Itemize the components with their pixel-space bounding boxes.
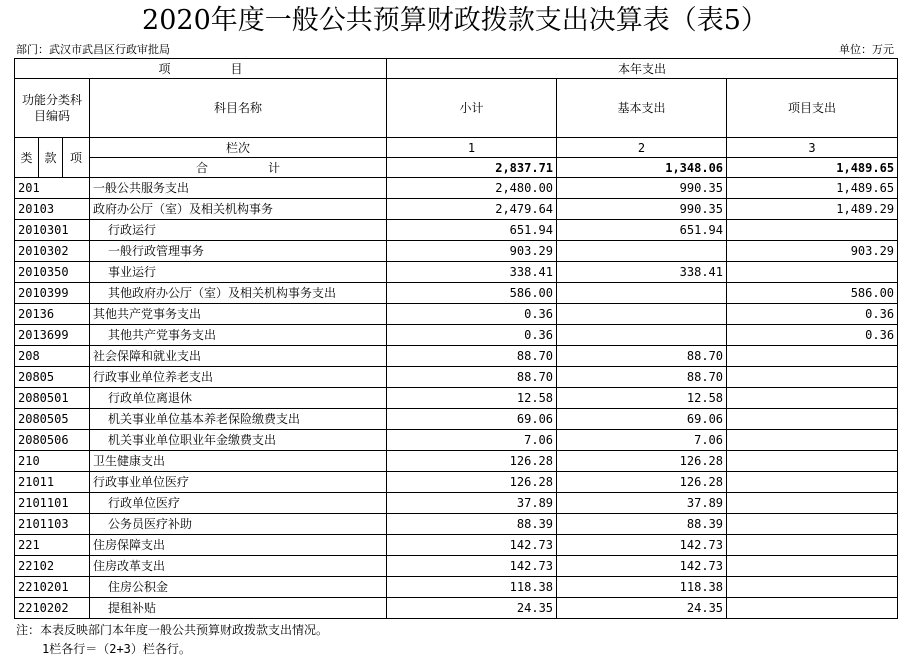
row-code: 2010301 — [15, 220, 90, 241]
row-name: 住房保障支出 — [90, 535, 387, 556]
header-row-3 — [15, 138, 898, 158]
table-row — [15, 178, 898, 199]
row-subtotal: 586.00 — [387, 283, 557, 304]
row-basic: 990.35 — [557, 199, 727, 220]
row-name: 其他共产党事务支出 — [90, 325, 387, 346]
kuan-header: 款 — [39, 138, 63, 178]
row-basic: 651.94 — [557, 220, 727, 241]
row-name: 行政事业单位养老支出 — [90, 367, 387, 388]
total-label: 合 计 — [90, 158, 387, 178]
row-project — [727, 367, 898, 388]
table-row — [15, 367, 898, 388]
lanci-header: 栏次 — [90, 138, 387, 158]
row-project — [727, 409, 898, 430]
row-project: 0.36 — [727, 325, 898, 346]
row-subtotal: 2,480.00 — [387, 178, 557, 199]
row-subtotal: 0.36 — [387, 325, 557, 346]
row-basic: 24.35 — [557, 598, 727, 619]
row-project — [727, 493, 898, 514]
row-basic: 88.70 — [557, 346, 727, 367]
basic-header: 基本支出 — [557, 79, 727, 138]
row-basic: 118.38 — [557, 577, 727, 598]
row-subtotal: 2,479.64 — [387, 199, 557, 220]
xiang-header: 项 — [63, 138, 90, 178]
table-row — [15, 535, 898, 556]
row-code: 221 — [15, 535, 90, 556]
row-code: 2010399 — [15, 283, 90, 304]
row-name: 一般公共服务支出 — [90, 178, 387, 199]
row-subtotal: 7.06 — [387, 430, 557, 451]
table-row — [15, 451, 898, 472]
row-name: 机关事业单位基本养老保险缴费支出 — [90, 409, 387, 430]
row-name: 提租补贴 — [90, 598, 387, 619]
header-row-1 — [15, 59, 898, 79]
row-project — [727, 556, 898, 577]
row-project: 586.00 — [727, 283, 898, 304]
lei-header: 类 — [15, 138, 39, 178]
row-basic: 142.73 — [557, 535, 727, 556]
col1-header: 1 — [387, 138, 557, 158]
row-code: 2080506 — [15, 430, 90, 451]
row-name: 其他共产党事务支出 — [90, 304, 387, 325]
table-row — [15, 598, 898, 619]
table-row — [15, 472, 898, 493]
row-code: 2010302 — [15, 241, 90, 262]
row-subtotal: 126.28 — [387, 472, 557, 493]
row-project — [727, 514, 898, 535]
func-code-header: 功能分类科目编码 — [15, 79, 90, 138]
row-basic — [557, 283, 727, 304]
row-code: 20136 — [15, 304, 90, 325]
table-row — [15, 262, 898, 283]
row-subtotal: 12.58 — [387, 388, 557, 409]
row-project — [727, 535, 898, 556]
row-basic: 990.35 — [557, 178, 727, 199]
table-row — [15, 304, 898, 325]
row-basic: 338.41 — [557, 262, 727, 283]
row-subtotal: 126.28 — [387, 451, 557, 472]
project-header: 项目支出 — [727, 79, 898, 138]
row-code: 2080501 — [15, 388, 90, 409]
current-year-header: 本年支出 — [387, 59, 898, 79]
row-project: 1,489.29 — [727, 199, 898, 220]
row-name: 一般行政管理事务 — [90, 241, 387, 262]
row-subtotal: 903.29 — [387, 241, 557, 262]
table-row — [15, 577, 898, 598]
row-name: 行政单位离退休 — [90, 388, 387, 409]
row-basic — [557, 304, 727, 325]
row-subtotal: 88.70 — [387, 367, 557, 388]
row-subtotal: 142.73 — [387, 535, 557, 556]
row-code: 2101103 — [15, 514, 90, 535]
row-subtotal: 88.39 — [387, 514, 557, 535]
total-basic: 1,348.06 — [557, 158, 727, 178]
row-name: 住房改革支出 — [90, 556, 387, 577]
subject-name-header: 科目名称 — [90, 79, 387, 138]
row-code: 201 — [15, 178, 90, 199]
row-name: 行政事业单位医疗 — [90, 472, 387, 493]
row-project — [727, 451, 898, 472]
row-name: 卫生健康支出 — [90, 451, 387, 472]
row-subtotal: 0.36 — [387, 304, 557, 325]
row-project — [727, 577, 898, 598]
row-name: 其他政府办公厅（室）及相关机构事务支出 — [90, 283, 387, 304]
row-project — [727, 346, 898, 367]
row-project: 903.29 — [727, 241, 898, 262]
table-row — [15, 556, 898, 577]
row-basic: 12.58 — [557, 388, 727, 409]
row-code: 2210201 — [15, 577, 90, 598]
table-row — [15, 493, 898, 514]
row-code: 2010350 — [15, 262, 90, 283]
table-row — [15, 409, 898, 430]
row-name: 事业运行 — [90, 262, 387, 283]
row-name: 行政单位医疗 — [90, 493, 387, 514]
row-basic: 7.06 — [557, 430, 727, 451]
row-basic: 126.28 — [557, 451, 727, 472]
department-label: 部门：武汉市武昌区行政审批局 — [16, 43, 170, 56]
row-code: 21011 — [15, 472, 90, 493]
table-row — [15, 241, 898, 262]
row-basic: 126.28 — [557, 472, 727, 493]
page-title: 2020年度一般公共预算财政拨款支出决算表（表5） — [142, 5, 768, 36]
row-code: 20805 — [15, 367, 90, 388]
row-code: 22102 — [15, 556, 90, 577]
note-line-2: 1栏各行＝（2+3）栏各行。 — [42, 642, 191, 656]
row-project — [727, 430, 898, 451]
row-project — [727, 388, 898, 409]
row-project: 1,489.65 — [727, 178, 898, 199]
row-code: 2210202 — [15, 598, 90, 619]
row-name: 机关事业单位职业年金缴费支出 — [90, 430, 387, 451]
row-basic: 88.39 — [557, 514, 727, 535]
table-row — [15, 514, 898, 535]
row-code: 210 — [15, 451, 90, 472]
row-project — [727, 472, 898, 493]
row-name: 社会保障和就业支出 — [90, 346, 387, 367]
row-name: 住房公积金 — [90, 577, 387, 598]
header-row-2 — [15, 79, 898, 138]
subtotal-header: 小计 — [387, 79, 557, 138]
table-row — [15, 220, 898, 241]
total-row — [15, 158, 898, 178]
table-row — [15, 346, 898, 367]
note-line-1: 注：本表反映部门本年度一般公共预算财政拨款支出情况。 — [16, 623, 329, 637]
row-project — [727, 262, 898, 283]
table-row — [15, 430, 898, 451]
row-code: 208 — [15, 346, 90, 367]
row-subtotal: 118.38 — [387, 577, 557, 598]
row-basic: 88.70 — [557, 367, 727, 388]
row-subtotal: 651.94 — [387, 220, 557, 241]
row-subtotal: 142.73 — [387, 556, 557, 577]
table-body — [15, 59, 898, 619]
total-subtotal: 2,837.71 — [387, 158, 557, 178]
row-basic: 37.89 — [557, 493, 727, 514]
expenditure-table — [14, 58, 898, 619]
row-code: 20103 — [15, 199, 90, 220]
row-subtotal: 69.06 — [387, 409, 557, 430]
row-name: 政府办公厅（室）及相关机构事务 — [90, 199, 387, 220]
row-basic: 69.06 — [557, 409, 727, 430]
table-row — [15, 325, 898, 346]
item-header: 项 目 — [15, 59, 387, 79]
table-row — [15, 199, 898, 220]
row-code: 2013699 — [15, 325, 90, 346]
row-project: 0.36 — [727, 304, 898, 325]
row-subtotal: 37.89 — [387, 493, 557, 514]
row-code: 2080505 — [15, 409, 90, 430]
row-code: 2101101 — [15, 493, 90, 514]
table-row — [15, 283, 898, 304]
row-basic: 142.73 — [557, 556, 727, 577]
row-subtotal: 338.41 — [387, 262, 557, 283]
row-basic — [557, 241, 727, 262]
table-row — [15, 388, 898, 409]
col3-header: 3 — [727, 138, 898, 158]
row-subtotal: 88.70 — [387, 346, 557, 367]
unit-label: 单位：万元 — [839, 43, 894, 56]
col2-header: 2 — [557, 138, 727, 158]
row-name: 行政运行 — [90, 220, 387, 241]
row-project — [727, 220, 898, 241]
row-subtotal: 24.35 — [387, 598, 557, 619]
total-project: 1,489.65 — [727, 158, 898, 178]
row-basic — [557, 325, 727, 346]
row-project — [727, 598, 898, 619]
row-name: 公务员医疗补助 — [90, 514, 387, 535]
